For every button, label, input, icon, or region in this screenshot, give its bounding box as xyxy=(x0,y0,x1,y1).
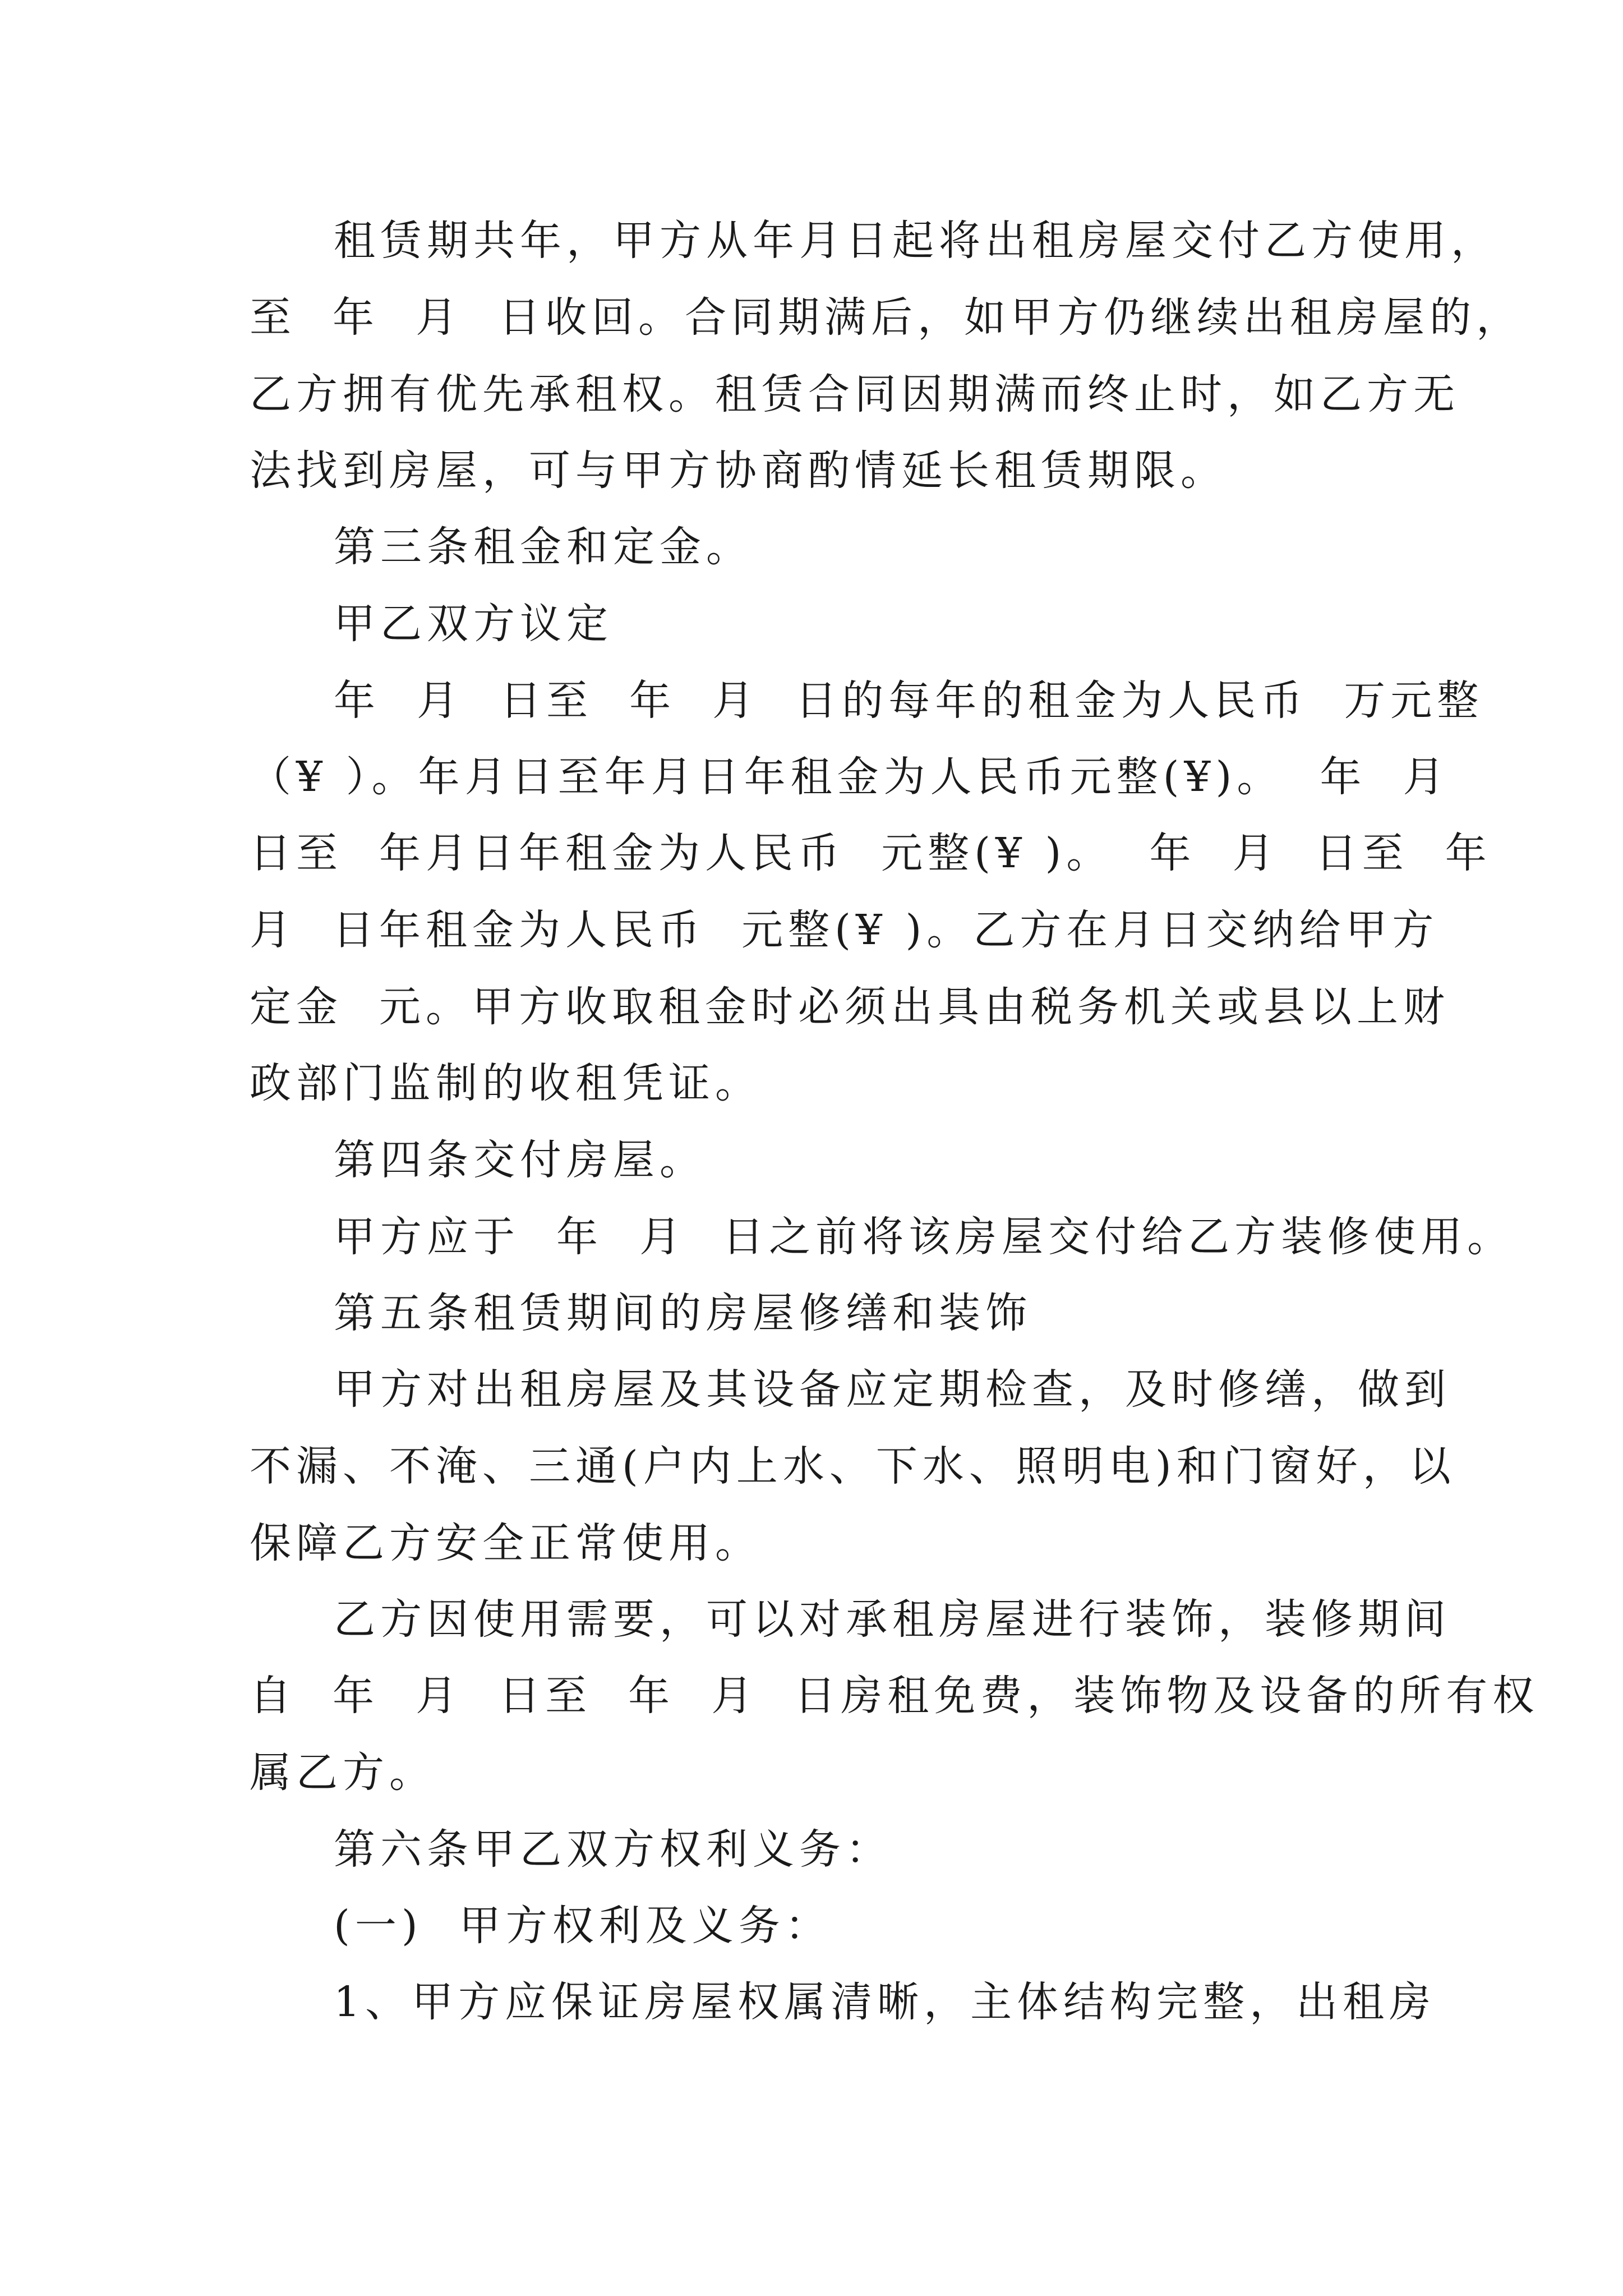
paragraph-line: 乙方拥有优先承租权。租赁合同因期满而终止时，如乙方无 xyxy=(250,370,1460,418)
paragraph-line: 租赁期共年，甲方从年月日起将出租房屋交付乙方使用， xyxy=(334,217,1497,265)
paragraph-line: 不漏、不淹、三通(户内上水、下水、照明电)和门窗好，以 xyxy=(250,1442,1456,1490)
paragraph-line: 甲乙双方议定 xyxy=(334,600,613,648)
paragraph-line: 属乙方。 xyxy=(250,1749,436,1797)
section-heading: 第五条租赁期间的房屋修缮和装饰 xyxy=(334,1289,1032,1337)
paragraph-line: 政部门监制的收租凭证。 xyxy=(250,1059,762,1107)
section-heading: 第三条租金和定金。 xyxy=(334,523,753,571)
list-item: 1、甲方应保证房屋权属清晰，主体结构完整，出租房 xyxy=(334,1978,1436,2026)
paragraph-line: 保障乙方安全正常使用。 xyxy=(250,1519,762,1567)
subsection-heading: (一) 甲方权利及义务： xyxy=(334,1902,832,1950)
paragraph-line: 甲方应于 年 月 日之前将该房屋交付给乙方装修使用。 xyxy=(334,1213,1514,1261)
paragraph-line: 日至 年月日年租金为人民币 元整(¥ )。 年 月 日至 年 xyxy=(250,829,1492,877)
paragraph-line: （¥ ）。年月日至年月日年租金为人民币元整(¥)。 年 月 xyxy=(250,753,1450,801)
paragraph-line: 法找到房屋，可与甲方协商酌情延长租赁期限。 xyxy=(250,447,1227,495)
paragraph-line: 乙方因使用需要，可以对承租房屋进行装饰，装修期间 xyxy=(334,1595,1451,1644)
paragraph-line: 定金 元。甲方收取租金时必须出具由税务机关或县以上财 xyxy=(250,983,1450,1031)
section-heading: 第四条交付房屋。 xyxy=(334,1136,706,1184)
paragraph-line: 自 年 月 日至 年 月 日房租免费，装饰物及设备的所有权 xyxy=(250,1672,1539,1720)
paragraph-line: 年 月 日至 年 月 日的每年的租金为人民币 万元整 xyxy=(334,677,1484,725)
section-heading: 第六条甲乙双方权利义务： xyxy=(334,1825,892,1874)
paragraph-line: 月 日年租金为人民币 元整(¥ )。乙方在月日交纳给甲方 xyxy=(250,906,1439,954)
paragraph-line: 甲方对出租房屋及其设备应定期检查，及时修缮，做到 xyxy=(334,1365,1451,1414)
paragraph-line: 至 年 月 日收回。合同期满后，如甲方仍继续出租房屋的， xyxy=(250,293,1523,342)
